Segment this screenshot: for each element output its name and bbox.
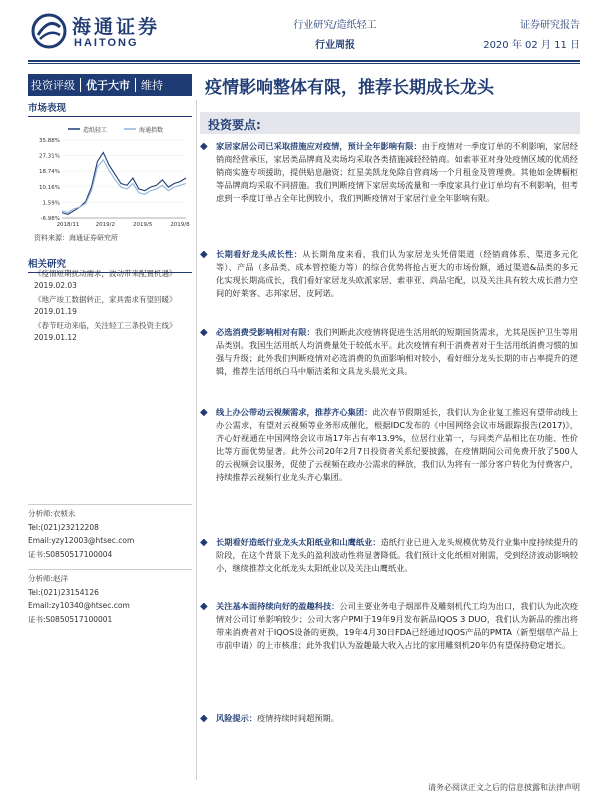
key-point-text: 由于疫情对一季度订单的不利影响，家居经销商经营承压，家居类品牌商及卖场均采取各类措施减轻经销商。如索菲亚对身处疫情区域的优质经销商实施专项援助，提供贴息融资；红星美凯龙免除自营商场一个月租金及管理费。其他如金牌橱柜等品牌商均采取不同措施。我们判断疫情下家居卖场流量和一季度家具行业订单均有不利影响，但考虑到一季度订单占全年比例较小，我们判断疫情对于家居行业全年影响有限。	[216, 141, 578, 203]
key-point-paragraph	[200, 248, 578, 300]
key-point-text: 造纸行业已进入龙头规模优势及行业集中度持续提升的阶段，在这个背景下龙头的盈利波动性将显著降低。我们预计文化纸相对刚需，受到经济波动影响较小，继续推荐文化纸龙头太阳纸业以及关注山鹰纸业。	[216, 537, 578, 573]
analyst-cert: 证书:S0850517100004	[28, 549, 113, 559]
related-research-item[interactable]: 《疫情短期扰动需求，波动带来配置机遇》2019.02.03	[34, 269, 177, 290]
key-point-lead: 风险提示：	[216, 713, 257, 723]
analyst-info	[28, 504, 192, 634]
series-line	[62, 153, 186, 215]
column-divider	[196, 100, 197, 780]
y-tick-label: 1.59%	[42, 200, 60, 207]
x-tick-label: 2018/11	[56, 222, 80, 228]
y-tick-label: 27.31%	[39, 153, 60, 160]
key-point-text: 我们判断此次疫情将促进生活用纸的短期国货需求，尤其是医护卫生等用品类别。我国生活用纸人均消费量处于较低水平。此次疫情有利于消费者对于生活用纸消费习惯的加强与升级；此外我们判断疫情对必选消费的负面影响相对较小，看好细分龙头长期的市占率提升的逻辑，推荐生活用纸白马中顺洁柔和文具龙头晨光文具。	[216, 327, 578, 376]
key-point-lead: 长期看好造纸行业龙头太阳纸业和山鹰纸业：	[216, 537, 381, 547]
report-title: 疫情影响整体有限，推荐长期成长龙头	[205, 78, 494, 98]
haitong-logo-icon	[30, 13, 68, 49]
y-tick-label: -6.98%	[40, 216, 60, 222]
key-point-lead: 关注基本面持续向好的盈趣科技：	[216, 601, 340, 611]
investment-rating-bar	[28, 74, 192, 96]
chart-source: 资料来源：海通证券研究所	[34, 234, 118, 242]
analyst-card	[28, 504, 192, 561]
key-point-text: 疫情持续时间超预期。	[256, 713, 339, 723]
legend-label: 造纸轻工	[83, 127, 108, 134]
analyst-tel: Tel:(021)23212208	[28, 522, 99, 532]
key-point-text: 此次春节假期延长，我们认为企业复工推迟有望带动线上办公需求，有望对云视频等业务形成催化，根据IDC发布的《中国网络会议市场跟踪报告(2017)》，齐心好视通在中国网络会议市场17年占有率13.9%，位居行业第一，与同类产品相比在功能、性价比等方面优势显著。此外公司20年2月7日投资者关系纪要披露，在疫情期间公司免费开放了500人的云视频会议服务，促使了云视频在政办公需求的释放，我们认为将有一部分客户转化为付费客户，持续推荐云视频行业龙头齐心集团。	[216, 407, 578, 482]
bullet-icon: ◆	[200, 601, 208, 612]
analyst-tel: Tel:(021)23154126	[28, 587, 99, 597]
key-point-paragraph	[200, 600, 578, 652]
related-research-item[interactable]: 《地产竣工数据转正，家具需求有望回暖》2019.01.19	[34, 295, 177, 316]
rating-action: 维持	[141, 79, 163, 92]
logo-chinese-text: 海通证券	[72, 16, 161, 38]
page-header	[0, 0, 600, 58]
report-type: 行业周报	[315, 40, 355, 51]
key-point-text: 从长期角度来看，我们认为家居龙头凭借渠道（经销商体系、渠道多元化等）、产品（多品类、成本管控能力等）的综合优势将抢占更大的市场份额，通过渠道&品类的多元化实现长期高成长，我们看好家居龙头欧派家居、索菲亚、尚品宅配，以及关注具有较大成长潜力空间的好莱客、志邦家居、皮阿诺。	[216, 249, 578, 298]
key-point-paragraph	[200, 140, 578, 205]
bullet-icon: ◆	[200, 537, 208, 548]
key-point-text: 公司主要业务电子烟部件及雕刻机代工均为出口，我们认为此次疫情对公司订单影响较少；公司大客户PMI于19年9月发布新品IQOS 3 DUO，我们认为新品的推出将带来消费者对于IQOS设备的更换，19年4月30日FDA已经通过IQOS产品的PMTA（新型烟草产品上市前申请）的上市核准；此外我们认为盈趣最大收入占比的家用雕刻机20年仍有望保持稳定增长。	[216, 601, 578, 650]
analyst-email[interactable]: Email:zy10340@htsec.com	[28, 601, 130, 610]
page-footer: 请务必阅读正文之后的信息披露和法律声明	[428, 783, 580, 792]
key-points-heading: 投资要点:	[200, 112, 580, 134]
rating-separator	[135, 78, 136, 92]
x-tick-label: 2019/5	[132, 222, 153, 228]
analyst-name: 分析师:衣桢永	[28, 509, 76, 518]
key-point-paragraph	[200, 712, 578, 725]
analyst-email[interactable]: Email:yzy12003@htsec.com	[28, 536, 135, 545]
bullet-icon: ◆	[200, 141, 208, 152]
x-tick-label: 2019/2	[95, 222, 116, 228]
bullet-icon: ◆	[200, 327, 208, 338]
market-chart	[28, 122, 192, 232]
key-point-lead: 长期看好龙头成长性：	[216, 249, 303, 259]
y-tick-label: 35.88%	[39, 138, 60, 144]
x-tick-label: 2019/8	[170, 222, 190, 228]
legend-label: 海通指数	[139, 127, 164, 134]
key-point-paragraph	[200, 406, 578, 484]
document-type: 证券研究报告	[520, 20, 580, 31]
rating-label: 投资评级	[31, 79, 75, 92]
report-category: 行业研究/造纸轻工	[293, 20, 377, 31]
report-date: 2020 年 02 月 11 日	[483, 40, 580, 51]
related-research-list	[34, 268, 192, 346]
key-point-lead: 必选消费受影响相对有限：	[216, 327, 315, 337]
bullet-icon: ◆	[200, 713, 208, 724]
key-point-lead: 线上办公带动云视频需求，推荐齐心集团：	[216, 407, 373, 417]
analyst-cert: 证书:S0850517100001	[28, 614, 113, 624]
logo-english-text: HAITONG	[74, 37, 139, 49]
header-divider	[28, 60, 580, 62]
haitong-logo	[28, 10, 178, 52]
analyst-card	[28, 569, 192, 626]
rating-value: 优于大市	[86, 79, 130, 92]
header-divider-thin	[28, 63, 580, 64]
market-heading: 市场表现	[28, 100, 192, 117]
related-research-heading: 相关研究	[28, 256, 192, 273]
analyst-name: 分析师:赵洋	[28, 574, 69, 583]
y-tick-label: 10.16%	[39, 184, 60, 191]
market-chart-svg	[28, 122, 192, 232]
rating-separator	[80, 78, 81, 92]
bullet-icon: ◆	[200, 249, 208, 260]
key-point-paragraph	[200, 326, 578, 378]
key-point-paragraph	[200, 536, 578, 575]
bullet-icon: ◆	[200, 407, 208, 418]
related-research-item[interactable]: 《春节旺动来临，关注轻工三条投资主线》2019.01.12	[34, 321, 177, 342]
y-tick-label: 18.74%	[39, 169, 60, 176]
key-point-lead: 家居家居公司已采取措施应对疫情，预计全年影响有限：	[216, 141, 422, 151]
